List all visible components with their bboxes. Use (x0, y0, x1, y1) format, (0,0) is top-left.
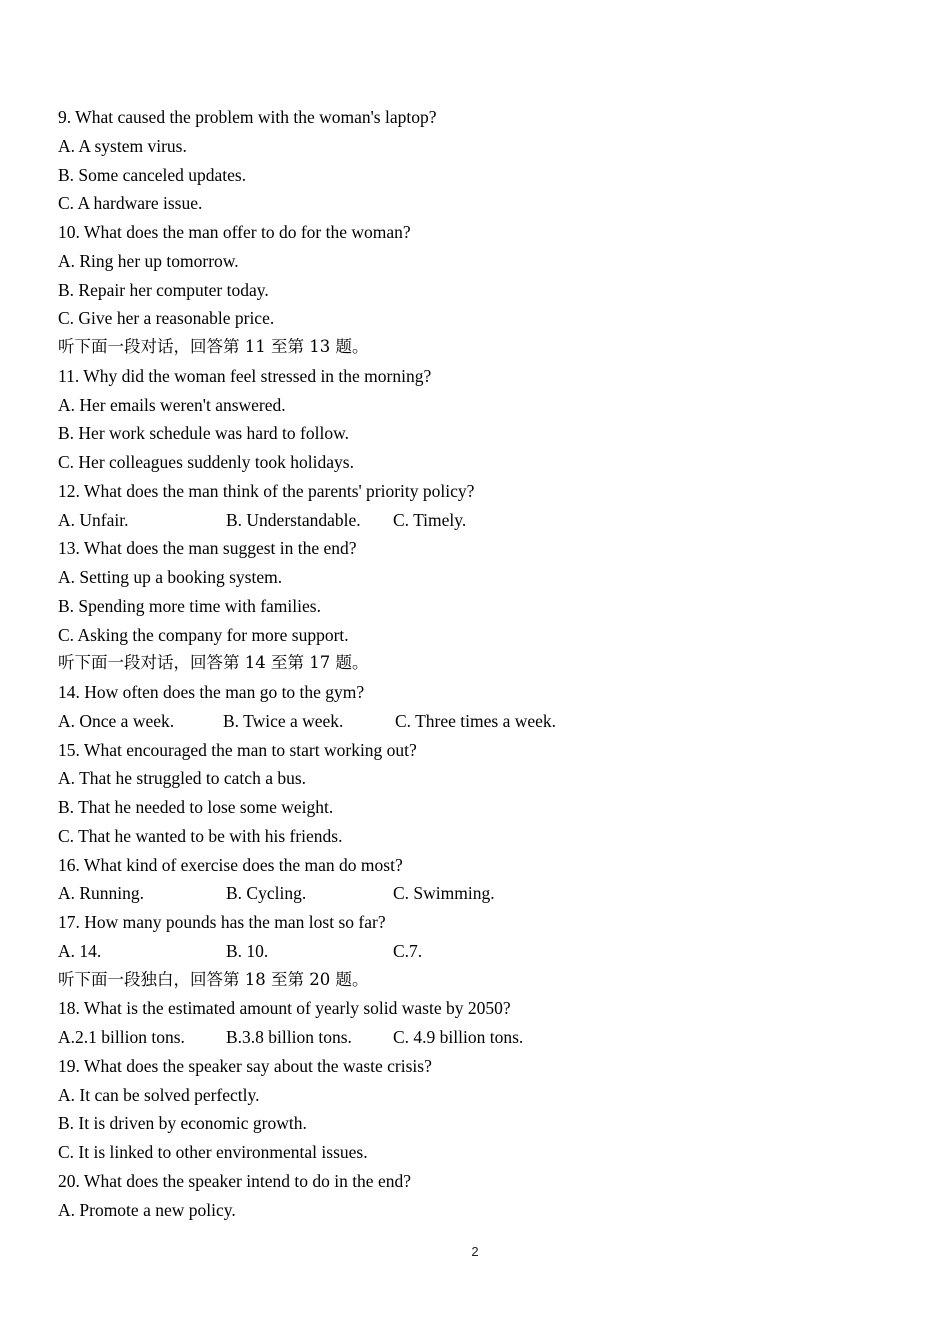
option-row (58, 937, 918, 966)
answer-option: B. Some canceled updates. (58, 164, 247, 185)
question-text: 11. Why did the woman feel stressed in the morning? (58, 365, 432, 386)
answer-option: A. A system virus. (58, 135, 187, 156)
answer-option: C. A hardware issue. (58, 193, 203, 214)
option-row (58, 506, 918, 535)
answer-option: A. Once a week. (58, 710, 175, 731)
question-text: 12. What does the man think of the parents' priority policy? (58, 480, 475, 501)
answer-option: B. Her work schedule was hard to follow. (58, 423, 349, 444)
answer-option: A. Running. (58, 883, 145, 904)
answer-option: A. Promote a new policy. (58, 1199, 236, 1220)
answer-option: A. Ring her up tomorrow. (58, 250, 239, 271)
answer-option: A. It can be solved perfectly. (58, 1084, 260, 1105)
answer-option: C. 4.9 billion tons. (393, 1027, 524, 1047)
question-text: 14. How often does the man go to the gym? (58, 682, 365, 702)
question-text: 16. What kind of exercise does the man do most? (58, 854, 403, 875)
option-row (58, 1023, 918, 1052)
answer-option: B. Understandable. (226, 509, 361, 530)
answer-option: B. Twice a week. (223, 710, 344, 731)
question-text: 17. How many pounds has the man lost so far? (58, 912, 386, 932)
answer-option: C. Give her a reasonable price. (58, 308, 275, 329)
answer-option: A. 14. (58, 940, 102, 961)
answer-option: A. Setting up a booking system. (58, 567, 283, 587)
question-text: 10. What does the man offer to do for the woman? (58, 222, 411, 242)
answer-option: C. Asking the company for more support. (58, 624, 349, 645)
section-instruction: 听下面一段对话，回答第 11 至第 13 题。 (58, 337, 369, 356)
answer-option: B. Spending more time with families. (58, 595, 321, 616)
section-instruction: 听下面一段独白，回答第 18 至第 20 题。 (58, 969, 369, 989)
question-text: 15. What encouraged the man to start working out? (58, 739, 417, 760)
answer-option: C. Her colleagues suddenly took holidays. (58, 452, 354, 472)
answer-option: B. That he needed to lose some weight. (58, 797, 334, 817)
page-number: 2 (471, 1244, 479, 1259)
document-body (58, 103, 918, 1224)
answer-option: C. Three times a week. (395, 710, 557, 731)
question-text: 9. What caused the problem with the woman's laptop? (58, 107, 437, 127)
option-row (58, 707, 918, 736)
answer-option: A. Her emails weren't answered. (58, 394, 286, 415)
answer-option: B. Repair her computer today. (58, 279, 269, 300)
answer-option: C. Swimming. (393, 883, 495, 904)
answer-option: B.3.8 billion tons. (226, 1027, 352, 1047)
answer-option: B. It is driven by economic growth. (58, 1113, 307, 1134)
answer-option: C. That he wanted to be with his friends. (58, 825, 343, 846)
answer-option: B. 10. (226, 940, 269, 961)
option-row (58, 879, 918, 908)
answer-option: A. Unfair. (58, 509, 129, 530)
answer-option: A.2.1 billion tons. (58, 1027, 185, 1047)
question-text: 18. What is the estimated amount of yearly solid waste by 2050? (58, 998, 511, 1019)
section-instruction: 听下面一段对话，回答第 14 至第 17 题。 (58, 653, 369, 673)
question-text: 20. What does the speaker intend to do in the end? (58, 1170, 411, 1191)
answer-option: C. It is linked to other environmental issues. (58, 1142, 368, 1162)
question-text: 19. What does the speaker say about the waste crisis? (58, 1055, 432, 1076)
answer-option: C. Timely. (393, 509, 467, 530)
answer-option: A. That he struggled to catch a bus. (58, 768, 307, 789)
answer-option: B. Cycling. (226, 883, 307, 904)
question-text: 13. What does the man suggest in the end? (58, 538, 357, 559)
answer-option: C.7. (393, 940, 423, 961)
